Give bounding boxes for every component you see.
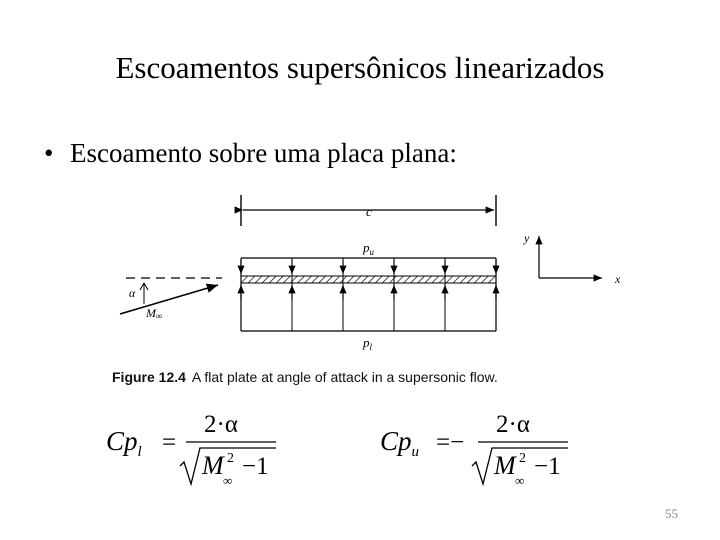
alpha-label: α <box>129 286 136 300</box>
y-axis-label: y <box>524 231 530 245</box>
flat-plate-diagram <box>100 190 640 390</box>
mach-subscript-lower: ∞ <box>223 473 233 488</box>
radicand-tail-upper: −1 <box>534 453 561 480</box>
equals-sign: = <box>162 429 177 456</box>
chord-label: c <box>366 204 372 219</box>
mach-subscript-upper: ∞ <box>515 473 525 488</box>
equals-minus-sign: =− <box>436 429 465 456</box>
page-number: 55 <box>665 506 678 521</box>
numerator-upper: 2·α <box>496 411 530 438</box>
mach-symbol-lower: M <box>202 451 224 480</box>
figure-caption-text: A flat plate at angle of attack in a supersonic flow. <box>191 369 498 385</box>
mach-exponent-upper: 2 <box>519 451 526 466</box>
numerator-lower: 2·α <box>204 411 238 438</box>
slide-title: Escoamentos supersônicos linearizados <box>115 50 605 85</box>
x-axis-label: x <box>615 272 621 286</box>
mach-symbol-upper: M <box>494 451 516 480</box>
figure-number: Figure 12.4 <box>112 369 186 385</box>
mach-label: M∞ <box>146 306 163 321</box>
flat-plate-figure <box>100 190 640 390</box>
bullet-text: Escoamento sobre uma placa plana: <box>70 138 457 168</box>
figure-caption <box>112 369 498 385</box>
radicand-tail-lower: −1 <box>242 453 269 480</box>
lower-pressure-arrows <box>241 285 496 300</box>
mach-exponent-lower: 2 <box>227 451 234 466</box>
equation-cp-upper <box>378 400 578 500</box>
bullet-dot-icon: • <box>44 138 54 168</box>
equation-cp-lower <box>104 400 294 500</box>
lower-pressure-label: $p_l$ <box>363 335 373 352</box>
cp-lower-symbol: $Cp_l$ <box>106 426 142 460</box>
cp-upper-symbol: $Cp_u$ <box>380 426 420 460</box>
bullet-item <box>44 136 457 170</box>
upper-pressure-label: $p_u$ <box>363 240 374 257</box>
flat-plate <box>241 276 496 283</box>
upper-pressure-arrows <box>241 260 496 274</box>
